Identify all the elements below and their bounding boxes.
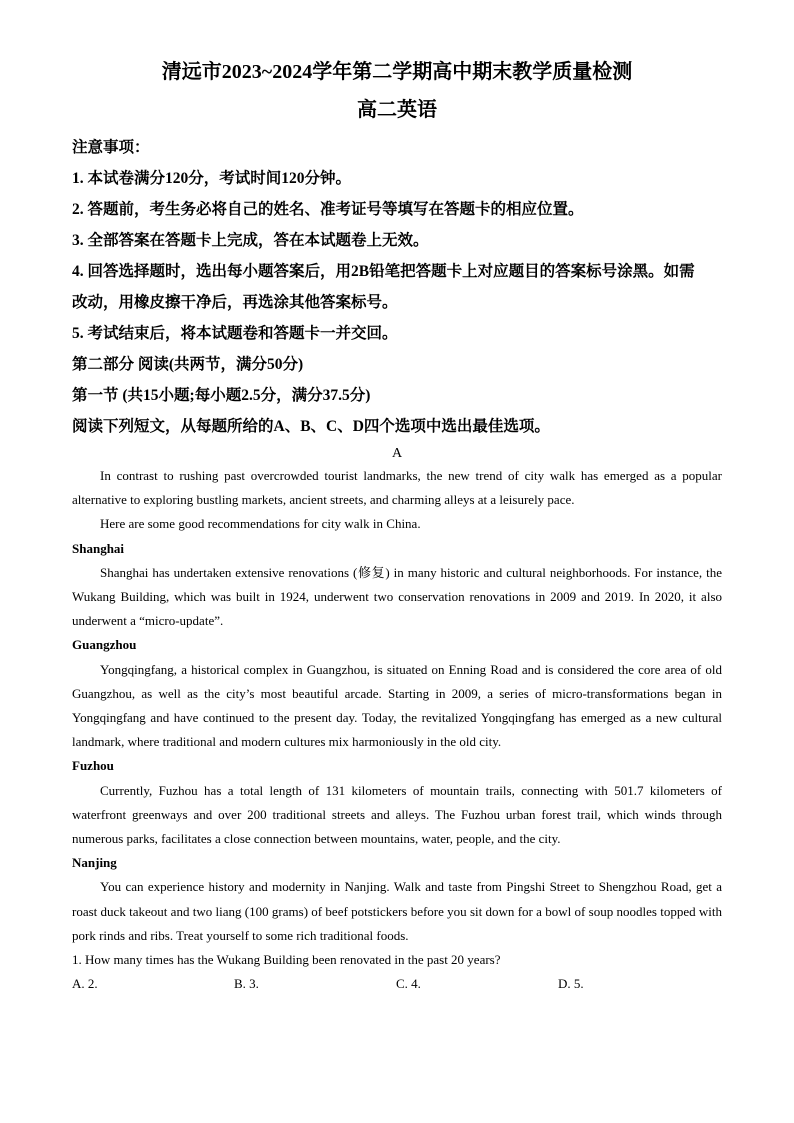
exam-notes: [72, 132, 722, 442]
city-text-nanjing: You can experience history and modernity in Nanjing. Walk and taste from Pingshi Street to Shengzhou Road, get a roast duck takeout and two liang (100 grams) of beef potstickers before you sit down for a bowl of soup noodles topped with pork rinds and ribs. Treat yourself to some rich traditional foods.: [72, 879, 722, 943]
question-options: [72, 972, 722, 996]
notes-item: 4. 回答选择题时，选出每小题答案后，用2B铅笔把答题卡上对应题目的答案标号涂黑。如需: [72, 263, 695, 280]
exam-page: [72, 58, 722, 996]
notes-item: 3. 全部答案在答题卡上完成，答在本试题卷上无效。: [72, 232, 429, 249]
city-heading-guangzhou: Guangzhou: [72, 637, 137, 653]
option-b: B. 3.: [234, 976, 259, 992]
exam-title: 清远市2023~2024学年第二学期高中期末教学质量检测: [161, 61, 633, 83]
option-a: A. 2.: [72, 976, 98, 992]
city-heading-shanghai: Shanghai: [72, 540, 125, 556]
notes-heading: 注意事项：: [72, 139, 150, 156]
section-instruction: 阅读下列短文，从每题所给的A、B、C、D四个选项中选出最佳选项。: [72, 418, 550, 435]
city-heading-fuzhou: Fuzhou: [72, 758, 114, 774]
notes-item: 5. 考试结束后，将本试题卷和答题卡一并交回。: [72, 325, 398, 342]
section-part: 第二部分 阅读(共两节，满分50分): [72, 356, 304, 373]
city-text-fuzhou: Currently, Fuzhou has a total length of 131 kilometers of mountain trails, connecting with 501.7 kilometers of waterfront greenways and over 200 traditional streets and alleys. The Fuzhou urban forest trail, which winds through numerous parks, facilitates a close connection between mountains, water, people, and the city.: [72, 782, 722, 847]
city-text-shanghai: Shanghai has undertaken extensive renovations (修复) in many historic and cultural neighborhoods. For instance, the Wukang Building, which was built in 1924, underwent two conservation renovations in 2009 and 2019. In 2020, it also underwent a “micro-update”.: [72, 564, 722, 629]
notes-item: 2. 答题前，考生务必将自己的姓名、准考证号等填写在答题卡的相应位置。: [72, 201, 584, 218]
question-stem: 1. How many times has the Wukang Building been renovated in the past 20 years?: [72, 952, 501, 968]
city-text-guangzhou: Yongqingfang, a historical complex in Guangzhou, is situated on Enning Road and is considered the core area of old Guangzhou, as well as the city’s most beautiful arcade. Starting in 2009, a series of micro-transformations began in Yongqingfang and have continued to the present day. Today, the revitalized Yongqingfang has emerged as a new cultural landmark, where traditional and modern cultures mix harmoniously in the old city.: [72, 661, 722, 750]
exam-subject: 高二英语: [357, 99, 437, 121]
notes-item: 改动，用橡皮擦干净后，再选涂其他答案标号。: [72, 294, 398, 311]
option-c: C. 4.: [396, 976, 421, 992]
section-subpart: 第一节 (共15小题;每小题2.5分，满分37.5分): [72, 387, 371, 404]
passage-label: A: [391, 446, 403, 461]
city-heading-nanjing: Nanjing: [72, 855, 117, 871]
option-d: D. 5.: [558, 976, 584, 992]
passage-intro-2: Here are some good recommendations for city walk in China.: [100, 516, 421, 532]
notes-item: 1. 本试卷满分120分，考试时间120分钟。: [72, 170, 352, 187]
passage-intro: In contrast to rushing past overcrowded tourist landmarks, the new trend of city walk has emerged as a popular alternative to exploring bustling markets, ancient streets, and charming alleys at a leisurely pace.: [72, 468, 722, 508]
